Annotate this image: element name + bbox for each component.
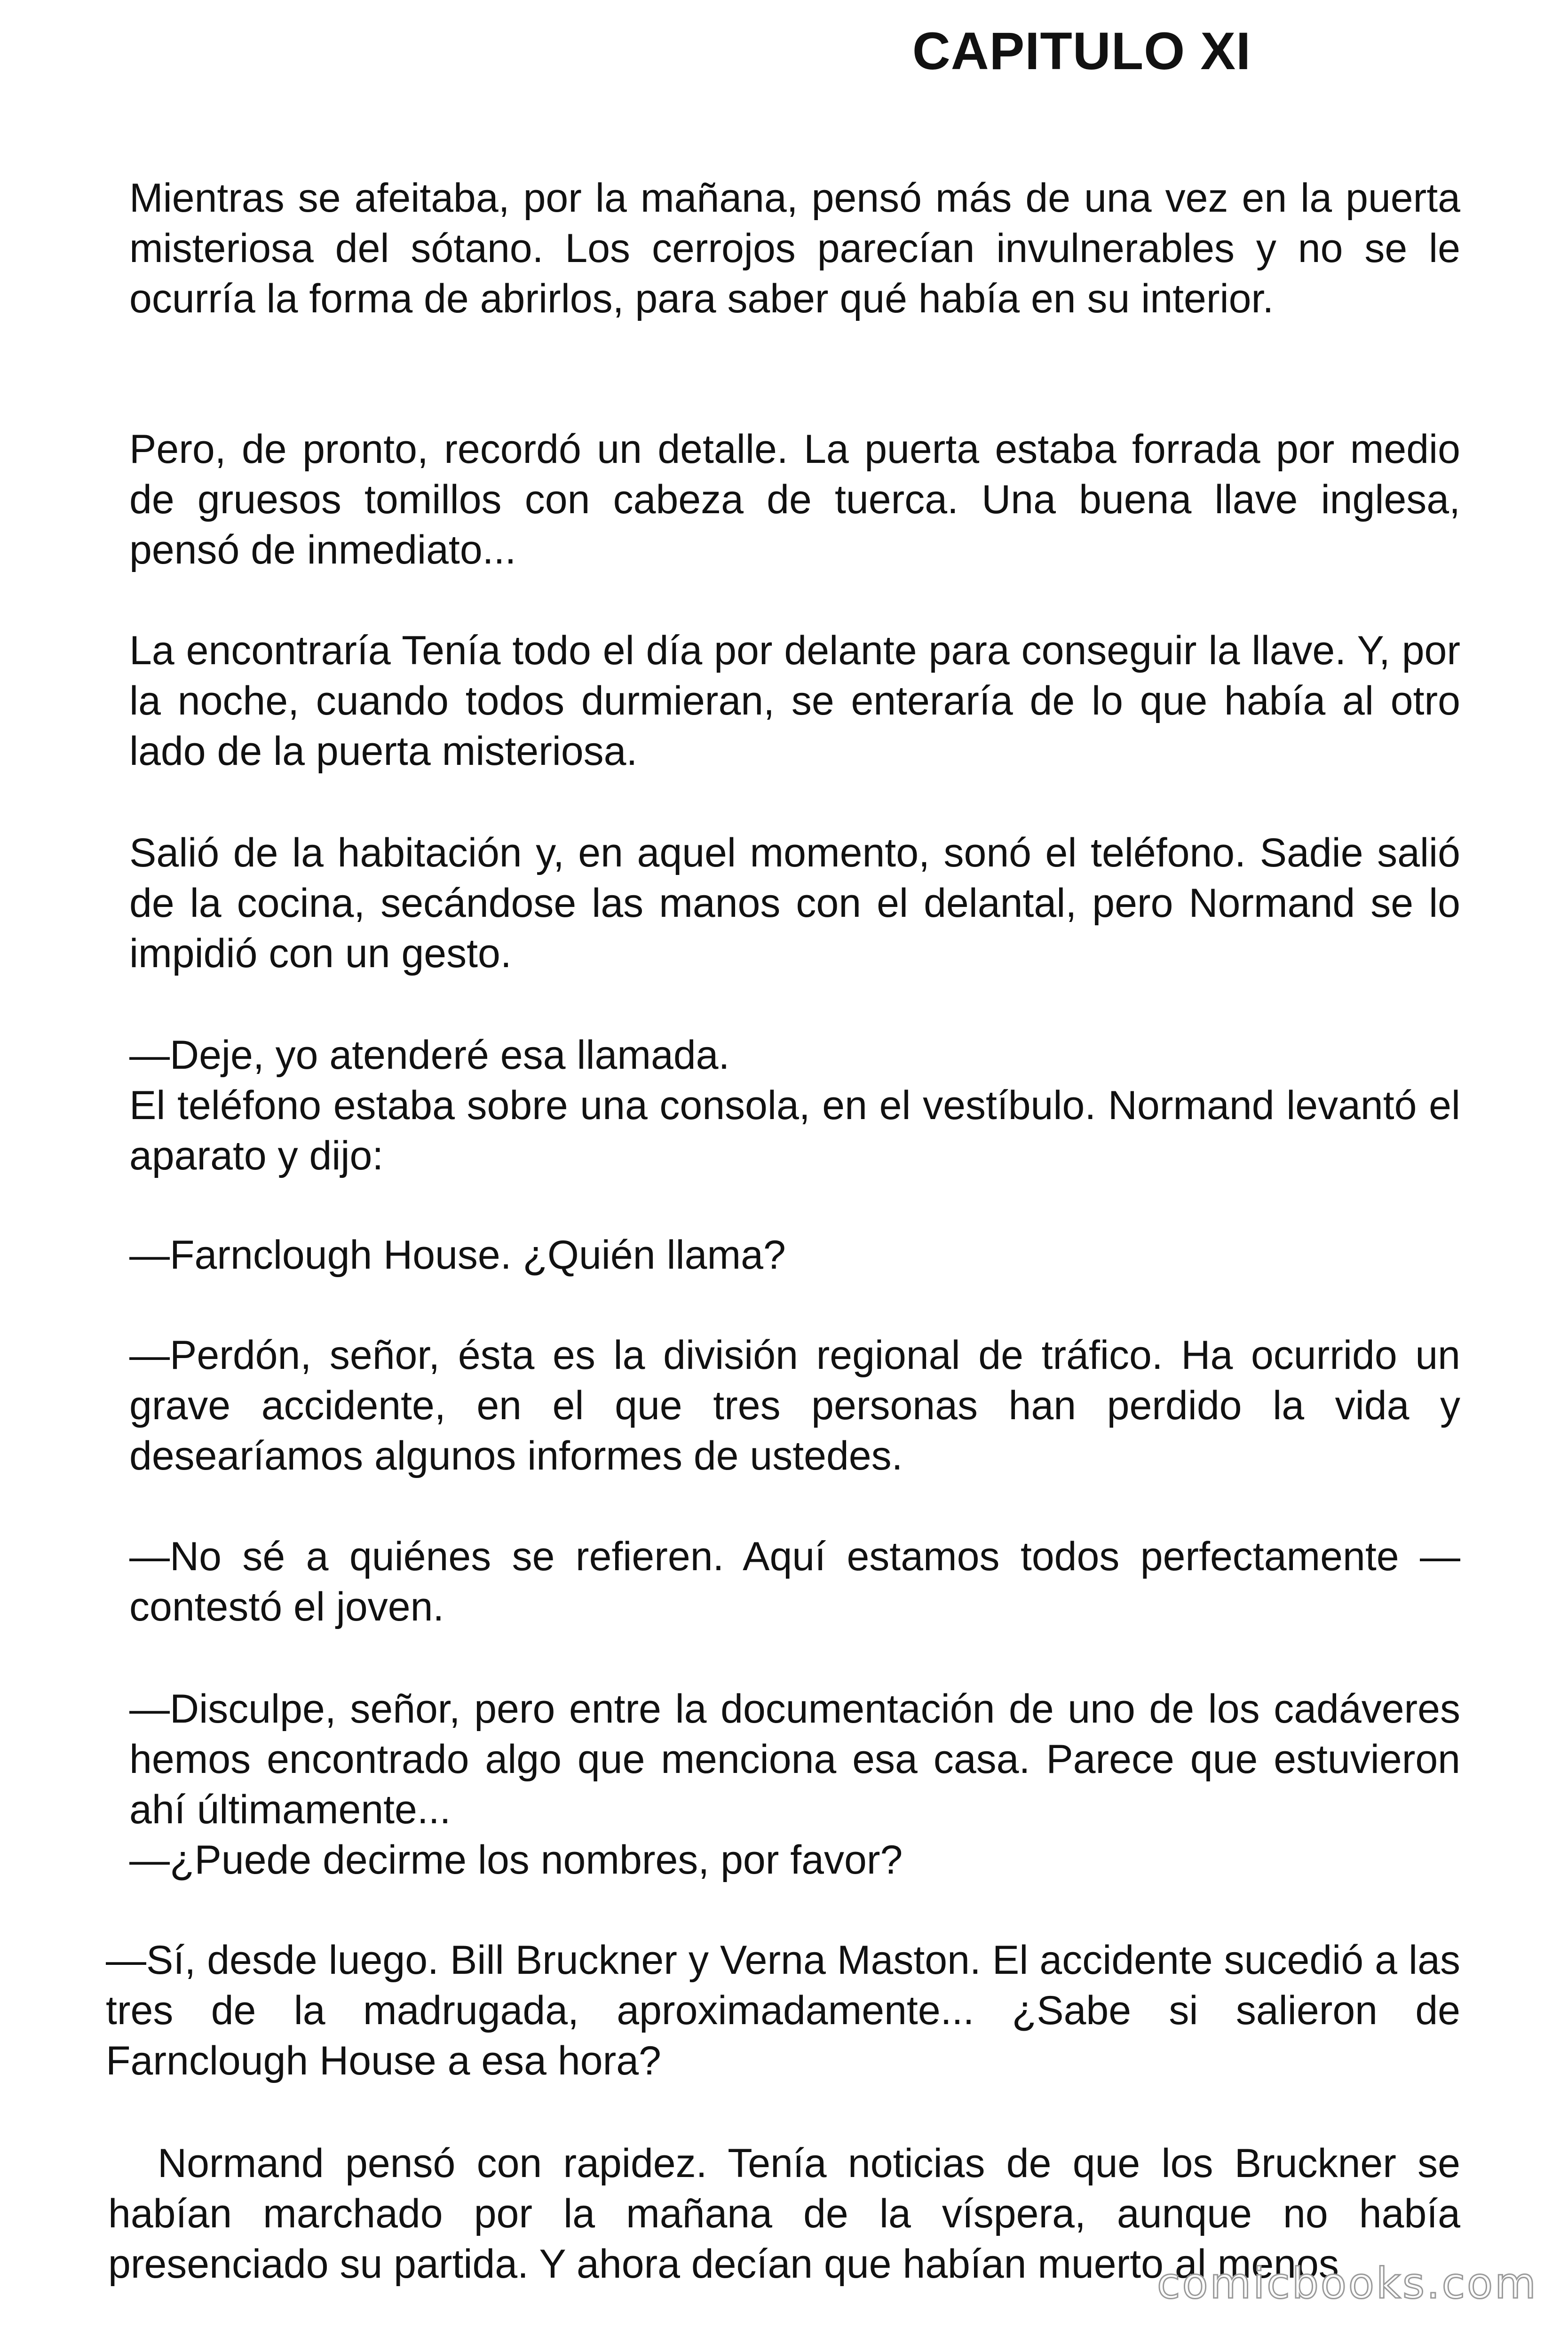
- paragraph-detail: Pero, de pronto, recordó un detalle. La puerta estaba forrada por medio de gruesos tomillos con cabeza de tuerca. Una buena llave inglesa, pensó de inmediato...: [129, 427, 1460, 572]
- paragraph-dialogue-traffic: —Perdón, señor, ésta es la división regional de tráfico. Ha ocurrido un grave accidente, en el que tres personas han perdido la vida y desearíamos algunos informes de ustedes.: [129, 1333, 1460, 1478]
- paragraph-shaving: Mientras se afeitaba, por la mañana, pensó más de una vez en la puerta misteriosa del sótano. Los cerrojos parecían invulnerables y no se le ocurría la forma de abrirlos, para saber qué había en su interior.: [129, 175, 1460, 321]
- paragraph-dialogue-nose: —No sé a quiénes se refieren. Aquí estamos todos perfectamente —contestó el joven.: [129, 1534, 1460, 1629]
- paragraph-dialogue-disculpe: —Disculpe, señor, pero entre la documentación de uno de los cadáveres hemos encontrado algo que menciona esa casa. Parece que estuvieron ahí últimamente...: [129, 1686, 1460, 1832]
- chapter-title: CAPITULO XI: [912, 22, 1251, 80]
- watermark-logo: comicbooks.com: [1157, 2259, 1538, 2308]
- paragraph-dialogue-deje: —Deje, yo atenderé esa llamada.: [129, 1033, 730, 1078]
- paragraph-wrench: La encontraría Tenía todo el día por delante para conseguir la llave. Y, por la noche, cuando todos durmieran, se enteraría de lo que había al otro lado de la puerta misteriosa.: [129, 628, 1460, 774]
- paragraph-dialogue-farnclough: —Farnclough House. ¿Quién llama?: [129, 1232, 786, 1278]
- paragraph-console: El teléfono estaba sobre una consola, en el vestíbulo. Normand levantó el aparato y dijo:: [129, 1083, 1460, 1178]
- paragraph-telephone: Salió de la habitación y, en aquel momento, sonó el teléfono. Sadie salió de la cocina, secándose las manos con el delantal, pero Normand se lo impidió con un gesto.: [129, 830, 1460, 976]
- paragraph-dialogue-bruckner: —Sí, desde luego. Bill Bruckner y Verna Maston. El accidente sucedió a las tres de la madrugada, aproximadamente... ¿Sabe si salieron de Farnclough House a esa hora?: [106, 1938, 1460, 2083]
- paragraph-normand-thought: Normand pensó con rapidez. Tenía noticias de que los Bruckner se habían marchado por la mañana de la víspera, aunque no había presenciado su partida. Y ahora decían que habían muerto al menos: [108, 2141, 1460, 2287]
- paragraph-dialogue-nombres: —¿Puede decirme los nombres, por favor?: [129, 1837, 903, 1883]
